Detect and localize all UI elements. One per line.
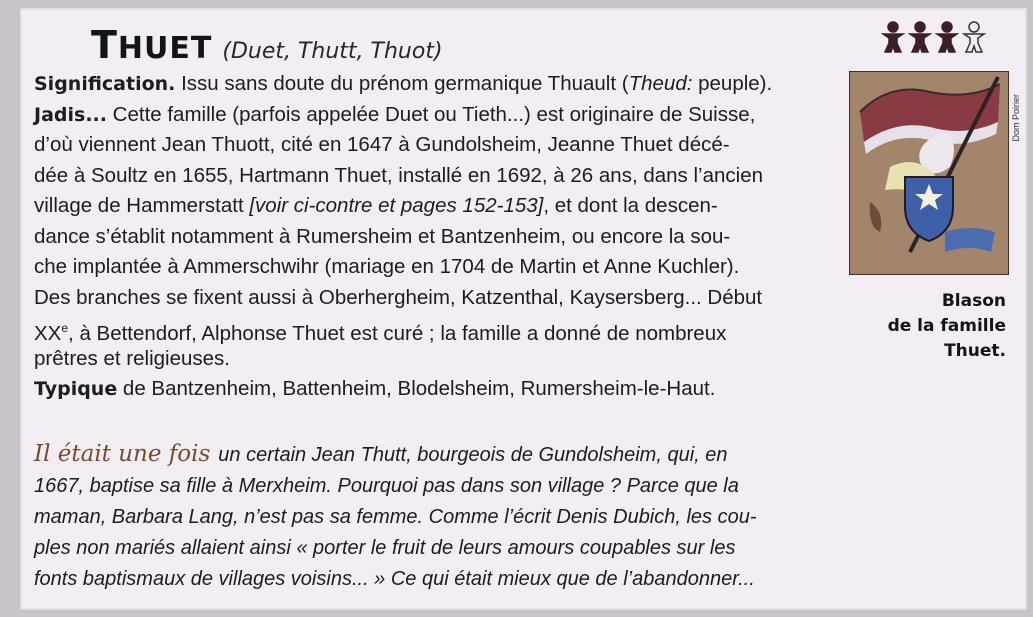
title-row (91, 23, 443, 67)
century-sup: e (61, 321, 69, 335)
jadis-text: Cette famille (parfois appelée Duet ou Tieth...) est originaire de Suisse, (106, 102, 756, 126)
story-text: maman, Barbara Lang, n’est pas sa femme. Comme l’écrit Denis Dubich, les cou- (34, 506, 757, 528)
article-card (20, 8, 1027, 610)
jadis-text: Des branches se fixent aussi à Oberhergheim, Katzenthal, Kaysersberg... Début (34, 285, 763, 309)
jadis-reference: [voir ci-contre et pages 152-153] (249, 194, 544, 217)
name-variants: (Duet, Thutt, Thuot) (222, 39, 443, 64)
caption-line: de la famille (887, 316, 1006, 336)
image-caption (888, 289, 1006, 364)
article-body (34, 69, 834, 405)
significance-italic: Theud: (628, 72, 693, 95)
century-numeral: XX (34, 321, 62, 345)
jadis-text: che implantée à Ammerschwihr (mariage en 1704 de Martin et Anne Kuchler). (34, 255, 740, 278)
jadis-text: prêtres et religieuses. (34, 346, 230, 370)
person-icon (935, 21, 959, 53)
caption-line: Thuet. (944, 341, 1006, 361)
jadis-text-part: village de Hammerstatt (34, 194, 250, 217)
jadis-text (34, 313, 834, 344)
story-text: ples non mariés allaient ainsi « porter le fruit de leurs amours coupables sur les (34, 537, 736, 559)
family-name (91, 23, 212, 67)
caption-line: Blason (941, 291, 1006, 311)
story-text: un certain Jean Thutt, bourgeois de Gundolsheim, qui, en (218, 444, 728, 466)
significance-label: Signification. (34, 73, 176, 95)
coat-of-arms-illustration (850, 72, 1008, 274)
person-icon (881, 21, 905, 53)
jadis-label: Jadis... (34, 103, 107, 126)
significance-text: Issu sans doute du prénom germanique Thuault ( (175, 72, 629, 95)
story-section (34, 439, 844, 595)
jadis-text-part: , à Bettendorf, Alphonse Thuet est curé ; la famille a donné de nombreux (68, 321, 727, 345)
significance-line (34, 69, 834, 100)
significance-text-end: peuple). (692, 72, 773, 95)
name-rest: HUET (117, 31, 213, 66)
jadis-text: d’où viennent Jean Thuott, cité en 1647 à Gundolsheim, Jeanne Thuet décé- (34, 133, 730, 156)
person-icon (962, 21, 986, 53)
typique-label: Typique (34, 378, 118, 400)
name-initial: T (91, 23, 118, 67)
jadis-line (34, 100, 834, 131)
jadis-text-part: , et dont la descen- (543, 194, 718, 217)
rating-people (881, 21, 986, 53)
typique-text: de Bantzenheim, Battenheim, Blodelsheim, Rumersheim-le-Haut. (117, 377, 716, 400)
person-icon (908, 21, 932, 53)
story-text: fonts baptismaux de villages voisins... » Ce qui était mieux que de l’abandonner... (34, 568, 755, 590)
typique-line (34, 374, 834, 405)
story-text: 1667, baptise sa fille à Merxheim. Pourquoi pas dans son village ? Parce que la (34, 475, 739, 497)
story-label: Il était une fois (34, 441, 211, 467)
image-credit: Dom Poirier (1011, 94, 1021, 142)
jadis-text: dance s’établit notamment à Rumersheim et Bantzenheim, ou encore la sou- (34, 224, 731, 248)
coat-of-arms-image (849, 71, 1009, 275)
jadis-text (34, 191, 834, 222)
jadis-text: dée à Soultz en 1655, Hartmann Thuet, installé en 1692, à 26 ans, dans l’ancien (34, 163, 764, 187)
